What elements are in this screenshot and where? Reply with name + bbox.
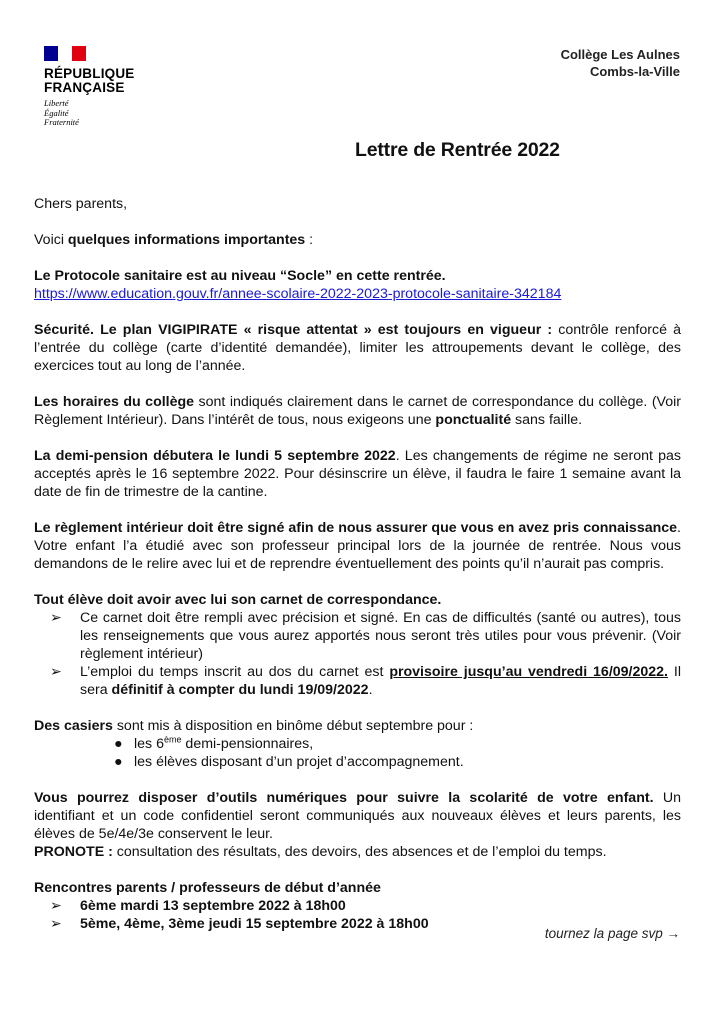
horaires-paragraph: Les horaires du collège sont indiqués clairement dans le carnet de correspondance du collège. (Voir Règlement Intérieur). Dans l’intérêt de tous, nous exigeons une ponctualité sans faille. [34, 394, 681, 428]
protocole-link[interactable]: https://www.education.gouv.fr/annee-scolaire-2022-2023-protocole-sanitaire-342184 [34, 286, 562, 302]
numerique-paragraph: Vous pourrez disposer d’outils numériques pour suivre la scolarité de votre enfant. Un identifiant et un code confidentiel seront communiqués aux nouveaux élèves et leurs parents, les élèves de 5e/4e/3e conservent le leur. [34, 790, 681, 842]
list-item: ➢ Ce carnet doit être rempli avec précision et signé. En cas de difficultés (santé ou autres), tous les renseignements que vous aurez apportés nous seront très utiles pour vous prévenir. (Voir règlement intérieur) [50, 610, 681, 662]
french-flag-icon [44, 46, 86, 61]
casiers-list [34, 735, 681, 771]
school-city: Combs-la-Ville [589, 64, 680, 79]
arrow-bullet-icon: ➢ [50, 898, 62, 914]
list-item: ➢ 5ème, 4ème, 3ème jeudi 15 septembre 2022 à 18h00 [50, 916, 429, 932]
list-item: ➢ L’emploi du temps inscrit au dos du carnet est provisoire jusqu’au vendredi 16/09/2022. Il sera définitif à compter du lundi 19/09/2022. [50, 664, 681, 698]
list-item: ● les élèves disposant d’un projet d’accompagnement. [114, 754, 464, 770]
casiers-paragraph: Des casiers sont mis à disposition en binôme début septembre pour : [34, 718, 474, 734]
reglement-paragraph: Le règlement intérieur doit être signé afin de nous assurer que vous en avez pris connaissance. Votre enfant l’a étudié avec son professeur principal lors de la journée de rentrée. Nous vous demandons de le relire avec lui et de reprendre éventuellement des points qu’il n’aurait pas compris. [34, 520, 681, 572]
list-item: ➢ 6ème mardi 13 septembre 2022 à 18h00 [50, 898, 346, 914]
school-header [561, 46, 680, 80]
republique-francaise-logo [44, 46, 135, 128]
greeting: Chers parents, [34, 196, 128, 212]
logo-text [44, 67, 135, 95]
arrow-bullet-icon: ➢ [50, 610, 62, 626]
dot-bullet-icon: ● [114, 736, 123, 752]
school-name: Collège Les Aulnes [560, 47, 680, 62]
arrow-bullet-icon: ➢ [50, 664, 62, 680]
motto-egalite: Égalité [44, 107, 69, 118]
motto-liberte: Liberté [44, 98, 69, 108]
carnet-list [34, 609, 681, 699]
demi-pension-paragraph: La demi-pension débutera le lundi 5 septembre 2022. Les changements de régime ne seront pas acceptés après le 16 septembre 2022. Pour désinscrire un élève, il faudra le faire 1 semaine avant la date de fin de trimestre de la cantine. [34, 448, 682, 500]
securite-paragraph: Sécurité. Le plan VIGIPIRATE « risque attentat » est toujours en vigueur : contrôle renforcé à l’entrée du collège (carte d’identité demandée), limiter les attroupements devant le collège, des exercices tout au long de l’année. [34, 322, 681, 374]
logo-motto [44, 99, 135, 128]
motto-fraternite: Fraternité [44, 117, 79, 127]
document-title: Lettre de Rentrée 2022 [355, 139, 560, 161]
turn-page-note: tournez la page svp → [544, 926, 680, 941]
arrow-bullet-icon: ➢ [50, 916, 62, 932]
dot-bullet-icon: ● [114, 754, 123, 770]
intro-paragraph: Voici quelques informations importantes : [34, 232, 314, 248]
carnet-heading: Tout élève doit avoir avec lui son carnet de correspondance. [34, 592, 442, 608]
list-item: ● les 6ème demi-pensionnaires, [114, 734, 314, 752]
protocole-paragraph [34, 267, 681, 303]
pronote-paragraph: PRONOTE : consultation des résultats, des devoirs, des absences et de l’emploi du temps. [34, 844, 607, 860]
logo-francaise: FRANÇAISE [44, 80, 125, 95]
letter-body [34, 195, 681, 933]
rencontres-heading: Rencontres parents / professeurs de début d’année [34, 880, 381, 896]
logo-republique: RÉPUBLIQUE [44, 66, 135, 81]
protocole-heading: Le Protocole sanitaire est au niveau “Socle” en cette rentrée. [34, 268, 446, 284]
